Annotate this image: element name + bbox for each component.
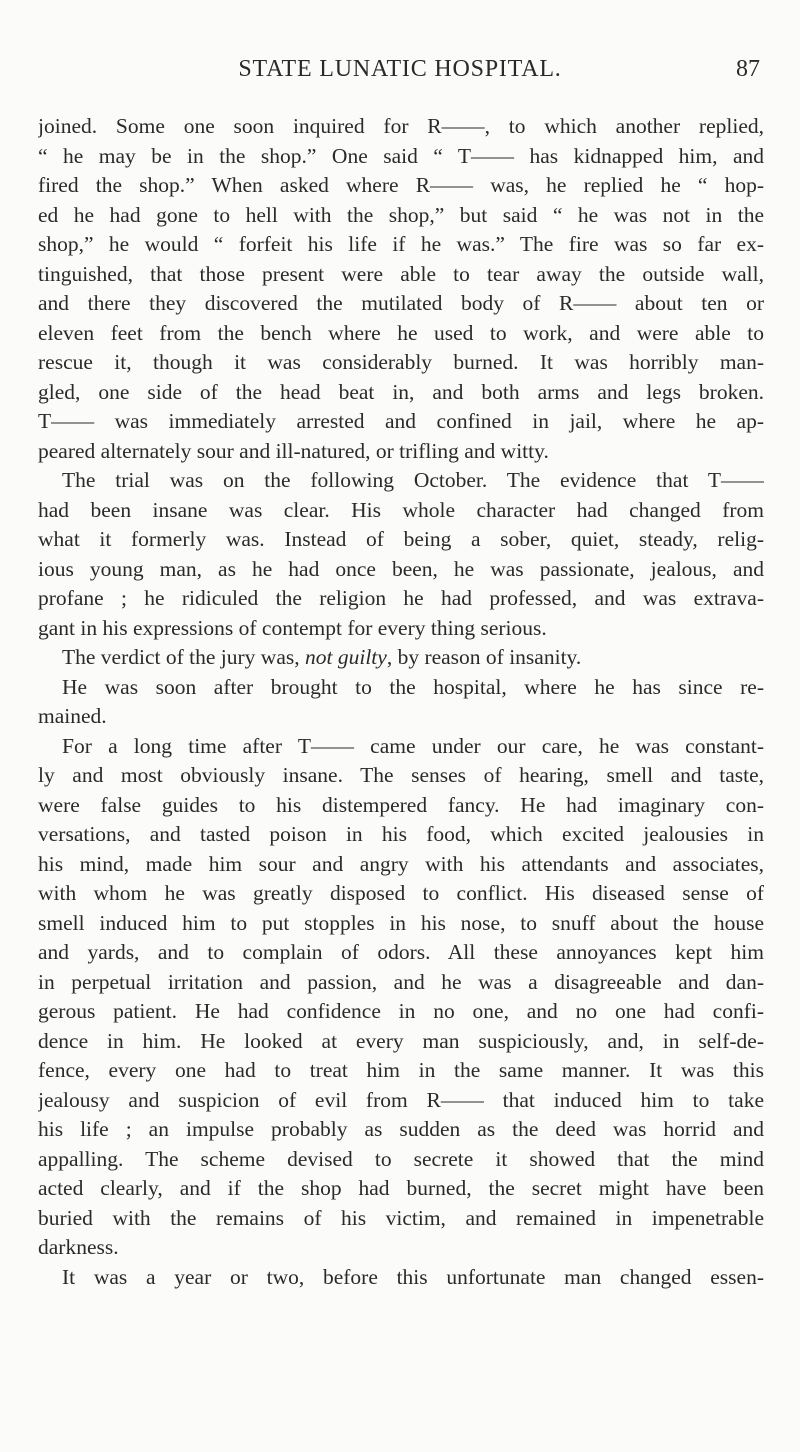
body-text — [38, 112, 764, 1292]
text-line: with whom he was greatly disposed to conflict. His diseased sense of — [38, 881, 764, 905]
text-line: dence in him. He looked at every man suspiciously, and, in self-de- — [38, 1028, 764, 1053]
text-line: his mind, made him sour and angry with his attendants and associates, — [38, 851, 764, 876]
text-line: eleven feet from the bench where he used to work, and were able to — [38, 320, 764, 345]
page-number: 87 — [736, 56, 760, 82]
text-line: jealousy and suspicion of evil from R—— that induced him to take — [38, 1087, 764, 1112]
text-line: He was soon after brought to the hospital, where he has since re- — [62, 674, 764, 699]
text-line: appalling. The scheme devised to secrete it showed that the mind — [38, 1146, 764, 1171]
text-line: gled, one side of the head beat in, and both arms and legs broken. — [38, 379, 764, 404]
text-line: acted clearly, and if the shop had burned, the secret might have been — [38, 1176, 764, 1200]
text-line: profane ; he ridiculed the religion he had professed, and was extrava- — [38, 586, 764, 610]
text-line: T—— was immediately arrested and confined in jail, where he ap- — [38, 409, 764, 433]
text-line: “ he may be in the shop.” One said “ T—— has kidnapped him, and — [38, 143, 764, 168]
text-line: gerous patient. He had confidence in no one, and no one had confi- — [38, 999, 764, 1023]
text-line: buried with the remains of his victim, and remained in impenetrable — [38, 1205, 764, 1230]
text-line: fence, every one had to treat him in the same manner. It was this — [38, 1058, 764, 1082]
text-line: in perpetual irritation and passion, and he was a disagreeable and dan- — [38, 969, 764, 994]
text-line: It was a year or two, before this unfortunate man changed essen- — [62, 1264, 764, 1289]
text-line: For a long time after T—— came under our care, he was constant- — [62, 733, 764, 758]
running-title: STATE LUNATIC HOSPITAL. — [238, 56, 562, 82]
text-line: shop,” he would “ forfeit his life if he was.” The fire was so far ex- — [38, 232, 764, 256]
text-line: what it formerly was. Instead of being a sober, quiet, steady, relig- — [38, 527, 764, 551]
text-line: ious young man, as he had once been, he was passionate, jealous, and — [38, 556, 764, 581]
text-line: gant in his expressions of contempt for every thing serious. — [38, 615, 547, 640]
text-line: darkness. — [38, 1235, 119, 1259]
italic-phrase: not guilty — [305, 645, 387, 669]
text-line: The verdict of the jury was, not guilty, by reason of insanity. — [62, 645, 582, 669]
text-line: fired the shop.” When asked where R—— was, he replied he “ hop- — [38, 173, 764, 197]
text-line: had been insane was clear. His whole character had changed from — [38, 497, 764, 522]
text-line: rescue it, though it was considerably burned. It was horribly man- — [38, 350, 764, 374]
text-line: The trial was on the following October. The evidence that T—— — [62, 468, 764, 492]
running-header — [0, 56, 800, 86]
text-line: smell induced him to put stopples in his nose, to snuff about the house — [38, 910, 764, 935]
text-line: mained. — [38, 704, 107, 728]
text-line: joined. Some one soon inquired for R——, to which another replied, — [38, 114, 764, 138]
text-line: versations, and tasted poison in his food, which excited jealousies in — [38, 822, 764, 846]
text-line: and yards, and to complain of odors. All these annoyances kept him — [38, 940, 764, 964]
text-line: tinguished, that those present were able to tear away the outside wall, — [38, 261, 764, 286]
text-line: were false guides to his distempered fancy. He had imaginary con- — [38, 792, 764, 817]
text-line: ed he had gone to hell with the shop,” but said “ he was not in the — [38, 202, 764, 227]
text-line: ly and most obviously insane. The senses of hearing, smell and taste, — [38, 763, 764, 787]
text-line: his life ; an impulse probably as sudden as the deed was horrid and — [38, 1117, 764, 1141]
text-line: peared alternately sour and ill-natured, or trifling and witty. — [38, 438, 549, 463]
text-line: and there they discovered the mutilated body of R—— about ten or — [38, 291, 764, 315]
